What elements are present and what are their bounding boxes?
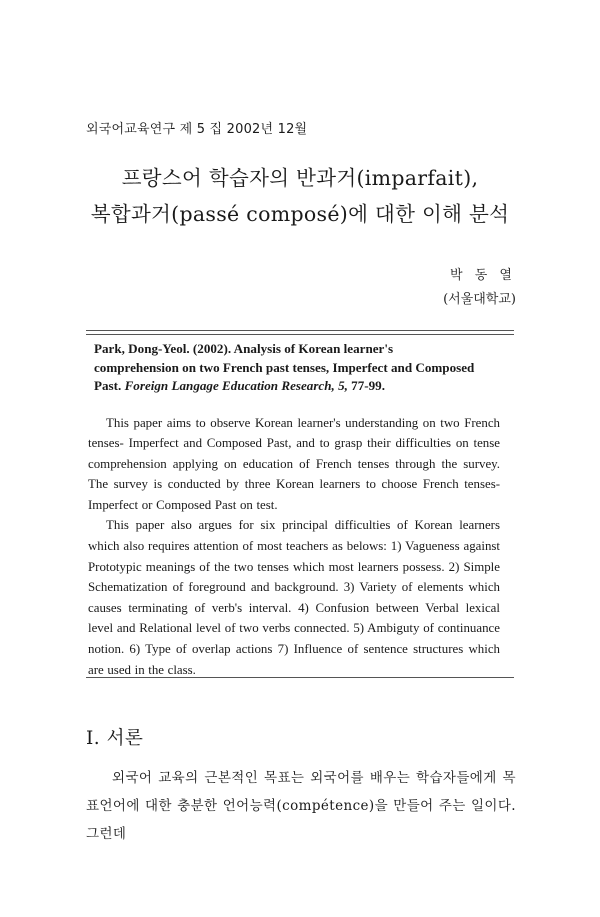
citation-journal: Foreign Langage Education Research, 5, bbox=[124, 378, 348, 393]
abstract-body bbox=[88, 413, 500, 681]
abstract-paragraph-1: This paper aims to observe Korean learner's understanding on two French tenses- Imperfect and Composed Past, and to grasp their difficulties on tense comprehension applying on education of French tenses through the survey. The survey is conducted by three Korean learners to choose French tenses- Imperfect or Composed Past on test. bbox=[88, 415, 500, 512]
abstract bbox=[88, 340, 500, 680]
title-line-2: 복합과거(passé composé)에 대한 이해 분석 bbox=[90, 202, 510, 226]
author-affiliation: (서울대학교) bbox=[443, 292, 516, 307]
abstract-paragraph-2: This paper also argues for six principal difficulties of Korean learners which also requires attention of most teachers as belows: 1) Vagueness against Prototypic meanings of the two tenses which most learners possess. 2) Simple Schematization of foreground and background. 3) Variety of elements which causes terminating of verb's interval. 4) Confusion between Verbal lexical level and Relational level of two verbs connected. 5) Ambiguty of continuance notion. 6) Type of overlap actions 7) Influence of sentence structures which are used in the class. bbox=[88, 518, 500, 677]
author-name: 박 동 열 bbox=[450, 268, 516, 283]
journal-header: 외국어교육연구 제 5 집 2002년 12월 bbox=[86, 122, 308, 137]
citation bbox=[88, 340, 500, 396]
paper-title bbox=[0, 160, 600, 232]
section-heading: I. 서론 bbox=[86, 728, 144, 749]
title-line-1: 프랑스어 학습자의 반과거(imparfait), bbox=[121, 166, 479, 190]
citation-line-1: Park, Dong-Yeol. (2002). Analysis of Korean learner's bbox=[94, 341, 394, 356]
citation-line-2: comprehension on two French past tenses, Imperfect and Composed bbox=[94, 359, 475, 375]
intro-paragraph: 외국어 교육의 근본적인 목표는 외국어를 배우는 학습자들에게 목표언어에 대한 충분한 언어능력(compétence)을 만들어 주는 일이다. 그런데 bbox=[86, 770, 516, 842]
citation-pages: 77-99. bbox=[347, 378, 386, 393]
abstract-bottom-rule bbox=[86, 677, 514, 678]
author-block bbox=[443, 264, 516, 312]
citation-line-3-prefix: Past. bbox=[94, 378, 125, 393]
abstract-top-rule bbox=[86, 330, 514, 335]
